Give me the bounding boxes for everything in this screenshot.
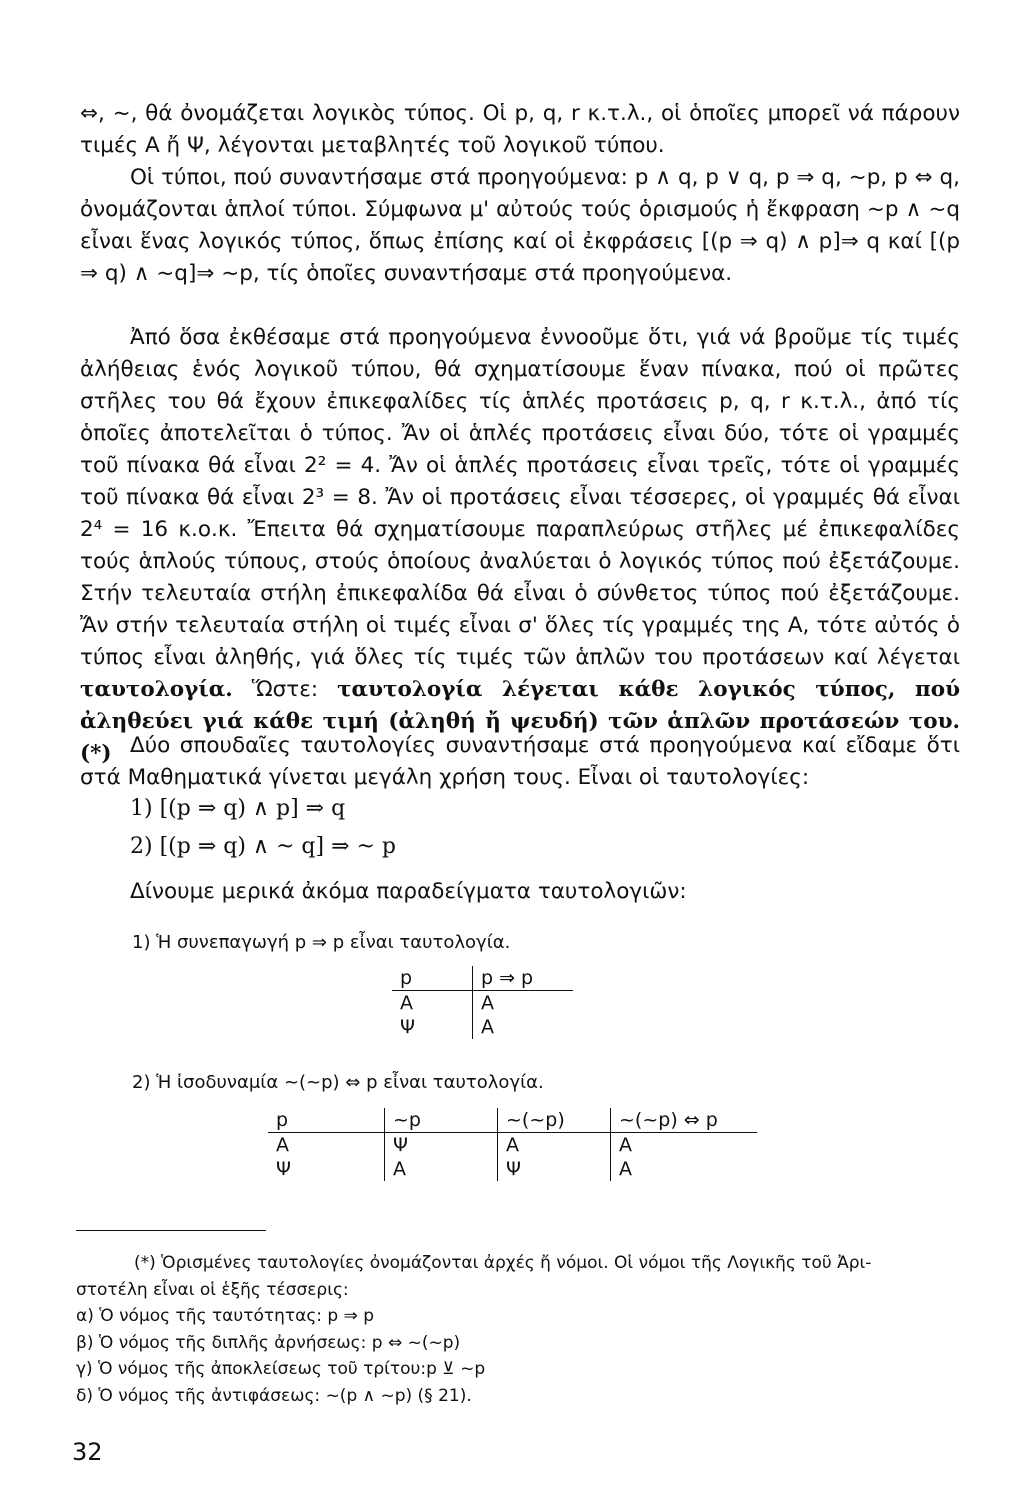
paragraph-important-text: Δύο σπουδαῖες ταυτολογίες συναντήσαμε στά προηγούμενα καί εἴδαμε ὅτι στά Μαθηματικά γίνεται μεγάλη χρήση τους. Εἶναι οἱ ταυτολογίες:	[80, 733, 960, 790]
page-number: 32	[72, 1438, 103, 1466]
footnote-law-excluded-middle: γ) Ὁ νόμος τῆς ἀποκλείσεως τοῦ τρίτου:p ⊻ ~p	[76, 1359, 486, 1379]
table2-header-equivalence: ~(~p) ⇔ p	[619, 1109, 718, 1131]
truth-table-2	[268, 1108, 757, 1181]
table2-header-double-negation: ~(~p)	[498, 1108, 611, 1133]
tautology-formula-2: 2) [(p ⇒ q) ∧ ~ q] ⇒ ~ p	[130, 834, 397, 859]
paragraph-simple-formulas	[80, 162, 960, 290]
table2-header-p: p	[268, 1108, 385, 1133]
footnote-line-2: στοτέλη εἶναι οἱ ἑξῆς τέσσερις:	[76, 1279, 349, 1300]
table2-cell: Α	[619, 1134, 632, 1156]
table1-cell: Α	[481, 1016, 494, 1038]
truth-table-1	[392, 966, 573, 1039]
table2-cell: Ψ	[268, 1157, 385, 1181]
table1-cell: Α	[481, 992, 494, 1014]
tautology-definition: ταυτολογία λέγεται κάθε λογικός τύπος, πού ἀληθεύει γιά κάθε τιμή (ἀληθή ἤ ψευδή) τῶν ἁπλῶν προτάσεών του.(*)	[80, 677, 960, 766]
example-2-title: 2) Ἡ ἰσοδυναμία ~(~p) ⇔ p εἶναι ταυτολογία.	[132, 1072, 544, 1093]
table2-cell: Ψ	[498, 1157, 611, 1181]
paragraph-more-examples	[80, 876, 960, 908]
table2-cell: Α	[268, 1133, 385, 1158]
term-tautology: ταυτολογία.	[80, 677, 233, 702]
paragraph-intro	[80, 98, 960, 162]
footnote	[76, 1250, 956, 1409]
table2-cell: Α	[619, 1158, 632, 1180]
example-1-title: 1) Ἡ συνεπαγωγή p ⇒ p εἶναι ταυτολογία.	[132, 932, 511, 953]
table1-header-p: p	[392, 966, 473, 991]
footnote-line-1: (*) Ὁρισμένες ταυτολογίες ὀνομάζονται ἀρχές ἤ νόμοι. Οἱ νόμοι τῆς Λογικῆς τοῦ Ἀρι-	[134, 1253, 872, 1273]
table2-cell: Ψ	[385, 1133, 498, 1158]
footnote-law-contradiction: δ) Ὁ νόμος τῆς ἀντιφάσεως: ~(p ∧ ~p) (§ 21).	[76, 1385, 472, 1406]
footnote-divider	[76, 1230, 266, 1231]
tautology-formula-1: 1) [(p ⇒ q) ∧ p] ⇒ q	[130, 796, 346, 821]
paragraph-intro-text: ⇔, ~, θά ὀνομάζεται λογικὸς τύπος. Οἱ p, q, r κ.τ.λ., οἱ ὁποῖες μπορεῖ νά πάρουν τιμές Α ἤ Ψ, λέγονται μεταβλητές τοῦ λογικοῦ τύπου.	[80, 101, 960, 158]
table1-header-implication: p ⇒ p	[481, 967, 534, 989]
table1-cell: Ψ	[392, 1015, 473, 1039]
paragraph-connector: Ὥστε:	[232, 677, 338, 702]
paragraph-important-tautologies	[80, 730, 960, 794]
table2-cell: Α	[385, 1157, 498, 1181]
table1-cell: Α	[392, 991, 473, 1016]
paragraph-simple-formulas-text: Οἱ τύποι, πού συναντήσαμε στά προηγούμενα: p ∧ q, p ∨ q, p ⇒ q, ~p, p ⇔ q, ὀνομάζονται ἁπλοί τύποι. Σύμφωνα μ' αὐτούς τούς ὁρισμούς ἡ ἔκφραση ~p ∧ ~q εἶναι ἕνας λογικός τύπος, ὅπως ἐπίσης καί οἱ ἐκφράσεις [(p ⇒ q) ∧ p]⇒ q καί [(p ⇒ q) ∧ ~q]⇒ ~p, τίς ὁποῖες συναντήσαμε στά προηγούμενα.	[80, 165, 960, 286]
paragraph-truth-table-method	[80, 322, 960, 770]
footnote-law-double-negation: β) Ὁ νόμος τῆς διπλῆς ἀρνήσεως: p ⇔ ~(~p)	[76, 1332, 461, 1353]
table2-cell: Α	[498, 1133, 611, 1158]
paragraph-truth-table-text: Ἀπό ὅσα ἐκθέσαμε στά προηγούμενα ἐννοοῦμε ὅτι, γιά νά βροῦμε τίς τιμές ἀλήθειας ἑνός λογικοῦ τύπου, θά σχηματίσουμε ἕναν πίνακα, πού οἱ πρῶτες στῆλες του θά ἔχουν ἐπικεφαλίδες τίς ἁπλές προτάσεις p, q, r κ.τ.λ., ἀπό τίς ὁποῖες ἀποτελεῖται ὁ τύπος. Ἄν οἱ ἁπλές προτάσεις εἶναι δύο, τότε οἱ γραμμές τοῦ πίνακα θά εἶναι 2² = 4. Ἄν οἱ ἁπλές προτάσεις εἶναι τρεῖς, τότε οἱ γραμμές τοῦ πίνακα θά εἶναι 2³ = 8. Ἄν οἱ προτάσεις εἶναι τέσσερες, οἱ γραμμές θά εἶναι 2⁴ = 16 κ.ο.κ. Ἔπειτα θά σχηματίσουμε παραπλεύρως στῆλες μέ ἐπικεφαλίδες τούς ἁπλούς τύπους, στούς ὁποίους ἀναλύεται ὁ λογικός τύπος πού ἐξετάζουμε. Στήν τελευταία στήλη ἐπικεφαλίδα θά εἶναι ὁ σύνθετος τύπος πού ἐξετάζουμε. Ἄν στήν τελευταία στήλη οἱ τιμές εἶναι σ' ὅλες τίς γραμμές της Α, τότε αὐτός ὁ τύπος εἶναι ἀληθής, γιά ὅλες τίς τιμές τῶν ἁπλῶν του προτάσεων καί λέγεται	[80, 325, 960, 670]
paragraph-more-examples-text: Δίνουμε μερικά ἀκόμα παραδείγματα ταυτολογιῶν:	[130, 879, 687, 904]
footnote-law-identity: α) Ὁ νόμος τῆς ταυτότητας: p ⇒ p	[76, 1306, 375, 1326]
table2-header-not-p: ~p	[385, 1108, 498, 1133]
